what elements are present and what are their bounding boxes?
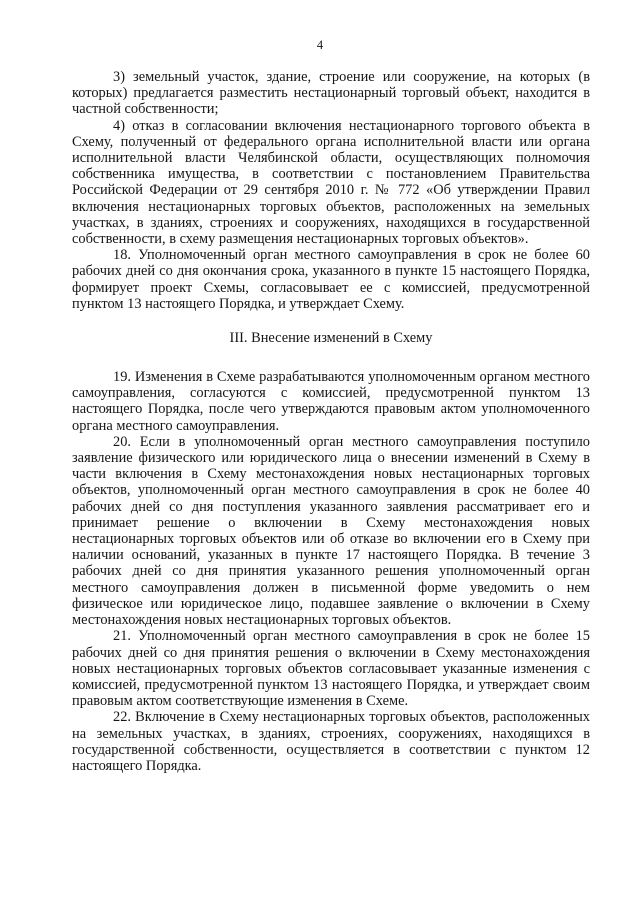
paragraph-22: 22. Включение в Схему нестационарных торговых объектов, расположенных на земельных участках, в зданиях, строениях, сооружениях, находящихся в государственной собственности, осуществляется в соответствии с пунктом 12 настоящего Порядка. <box>72 709 590 774</box>
paragraph-20: 20. Если в уполномоченный орган местного самоуправления поступило заявление физического или юридического лица о внесении изменений в Схему в части включения в Схему местонахождения новых нестационарных торговых объектов, уполномоченный орган местного самоуправления в срок не более 40 рабочих дней со дня поступления указанного заявления рассматривает его и принимает решение о включении в Схему местонахождения новых нестационарных торговых объектов или об отказе во включении его в Схему при наличии оснований, указанных в пункте 17 настоящего Порядка. В течение 3 рабочих дней со дня принятия указанного решения уполномоченный орган местного самоуправления должен в письменной форме уведомить о нем физическое или юридическое лицо, подавшее заявление о включении в Схему местонахождения новых нестационарных торговых объектов. <box>72 433 590 629</box>
paragraph-item-3: 3) земельный участок, здание, строение или сооружение, на которых (в которых) предлагается разместить нестационарный торговый объект, находится в частной собственности; <box>72 69 590 118</box>
section-heading: III. Внесение изменений в Схему <box>229 330 433 347</box>
paragraph-21: 21. Уполномоченный орган местного самоуправления в срок не более 15 рабочих дней со дня принятия решения о включении в Схему местонахождения новых нестационарных торговых объектов согласовывает указанные изменения с комиссией, предусмотренной пунктом 13 настоящего Порядка, и утверждает своим правовым актом соответствующие изменения в Схеме. <box>72 628 590 710</box>
paragraph-18: 18. Уполномоченный орган местного самоуправления в срок не более 60 рабочих дней со дня окончания срока, указанного в пункте 15 настоящего Порядка, формирует проект Схемы, согласовывает ее с комиссией, предусмотренной пунктом 13 настоящего Порядка, и утверждает Схему. <box>72 247 590 312</box>
paragraph-item-4: 4) отказ в согласовании включения нестационарного торгового объекта в Схему, полученный от федерального органа исполнительной власти или органа исполнительной власти Челябинской области, осуществляющих полномочия собственника имущества, в соответствии с постановлением Правительства Российской Федерации от 29 сентября 2010 г. № 772 «Об утверждении Правил включения нестационарных торговых объектов, расположенных на земельных участках, в зданиях, строениях и сооружениях, находящихся в государственной собственности, в схему размещения нестационарных торговых объектов». <box>72 117 590 248</box>
document-body <box>72 69 590 774</box>
paragraph-19: 19. Изменения в Схеме разрабатываются уполномоченным органом местного самоуправления, согласуются с комиссией, предусмотренной пунктом 13 настоящего Порядка, после чего утверждаются правовым актом уполномоченного органа местного самоуправления. <box>72 369 590 434</box>
page-number: 4 <box>316 38 324 52</box>
